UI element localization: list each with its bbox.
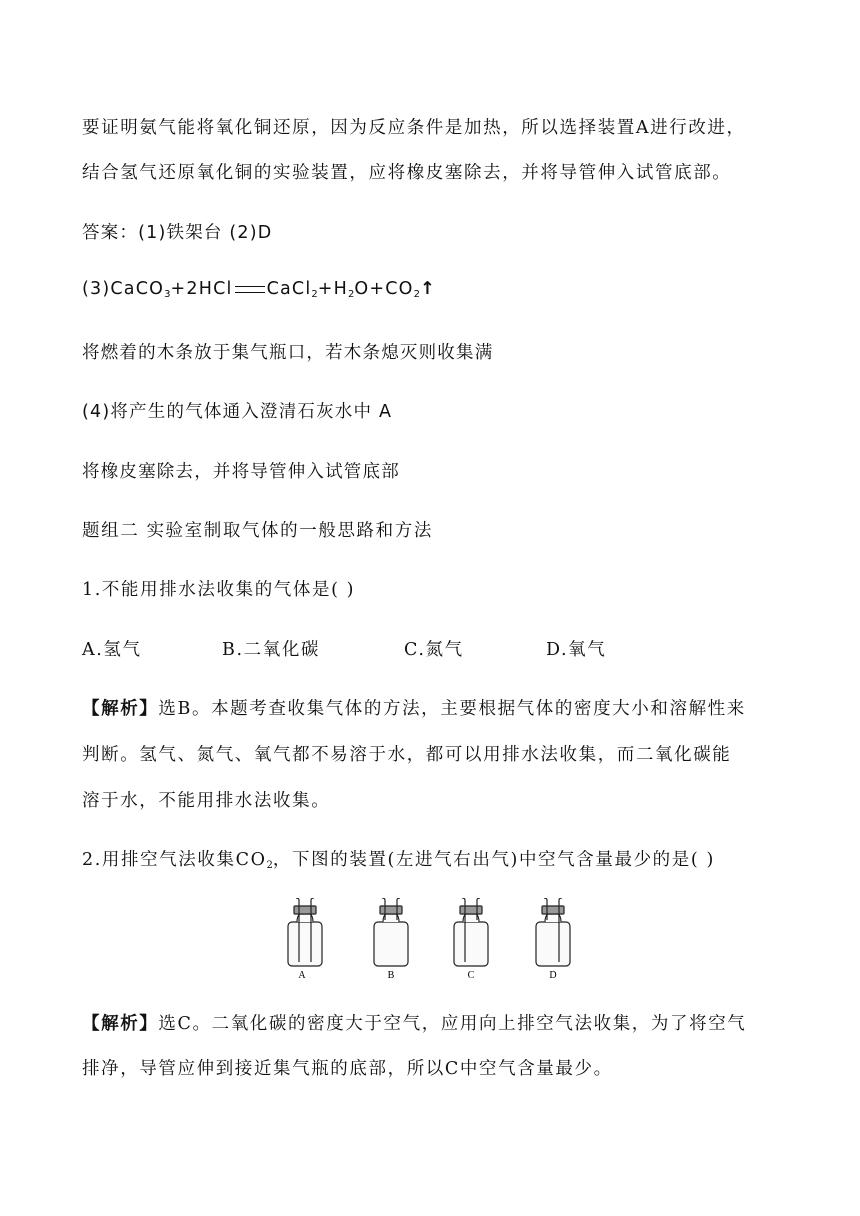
bottle-a-icon bbox=[288, 898, 322, 966]
bottle-b-icon bbox=[374, 898, 408, 966]
bottle-c-icon bbox=[454, 898, 488, 966]
eq-product: CaCl bbox=[266, 279, 312, 299]
chemical-equation bbox=[82, 279, 436, 300]
group-title: 题组二 实验室制取气体的一般思路和方法 bbox=[82, 521, 433, 541]
eq-product: +H bbox=[317, 279, 348, 299]
q2-stem-text: 2.用排空气法收集CO bbox=[82, 850, 267, 870]
figure-label-a: A bbox=[298, 970, 306, 980]
q1-option-d: D.氧气 bbox=[546, 640, 607, 660]
eq-reactant: +2HCl bbox=[170, 279, 233, 299]
q1-option-c: C.氮气 bbox=[404, 640, 464, 660]
answer-line-3: 将燃着的木条放于集气瓶口，若木条熄灭则收集满 bbox=[82, 343, 494, 363]
bottle-d-icon bbox=[536, 898, 570, 966]
figure-label-b: B bbox=[387, 970, 395, 980]
analysis-text: 选B。本题考查收集气体的方法，主要根据气体的密度大小和溶解性来 bbox=[158, 699, 746, 719]
answer-line-1: 答案：(1)铁架台 (2)D bbox=[82, 223, 273, 243]
figure-label-d: D bbox=[549, 970, 557, 980]
q2-analysis-line-1 bbox=[82, 1010, 746, 1035]
intro-line-2: 结合氢气还原氧化铜的实验装置，应将橡皮塞除去，并将导管伸入试管底部。 bbox=[82, 163, 732, 183]
equals-sign bbox=[235, 286, 265, 293]
eq-sub: 2 bbox=[348, 289, 355, 300]
q2-stem bbox=[82, 846, 715, 871]
q2-analysis-line-2: 排净，导管应伸到接近集气瓶的底部，所以C中空气含量最少。 bbox=[82, 1059, 613, 1079]
gas-arrow-icon: ↑ bbox=[419, 279, 436, 299]
q1-option-b: B.二氧化碳 bbox=[222, 640, 321, 660]
analysis-text: 选C。二氧化碳的密度大于空气，应用向上排空气法收集，为了将空气 bbox=[158, 1014, 747, 1034]
eq-sub: 2 bbox=[311, 289, 318, 300]
q1-options bbox=[82, 636, 782, 660]
q2-stem-sub: 2 bbox=[266, 860, 273, 871]
eq-prefix: (3)CaCO bbox=[82, 279, 165, 299]
q2-stem-text: ，下图的装置(左进气右出气)中空气含量最少的是( ) bbox=[272, 850, 715, 870]
answer-line-4: (4)将产生的气体通入澄清石灰水中 A bbox=[82, 402, 393, 422]
intro-line-1: 要证明氨气能将氧化铜还原，因为反应条件是加热，所以选择装置A进行改进， bbox=[82, 118, 746, 138]
analysis-label: 【解析】 bbox=[82, 1014, 159, 1034]
q1-option-a: A.氢气 bbox=[82, 640, 142, 660]
q1-analysis-line-2: 判断。氢气、氮气、氧气都不易溶于水，都可以用排水法收集，而二氧化碳能 bbox=[82, 745, 732, 765]
figure-label-c: C bbox=[467, 970, 475, 980]
q1-analysis-line-3: 溶于水，不能用排水法收集。 bbox=[82, 791, 331, 811]
q1-analysis-line-1 bbox=[82, 695, 746, 720]
gas-bottles-figure bbox=[282, 898, 582, 980]
q1-stem: 1.不能用排水法收集的气体是( ) bbox=[82, 580, 356, 600]
answer-line-5: 将橡皮塞除去，并将导管伸入试管底部 bbox=[82, 462, 400, 482]
eq-sub: 2 bbox=[413, 289, 420, 300]
analysis-label: 【解析】 bbox=[82, 699, 159, 719]
eq-sub: 3 bbox=[164, 289, 171, 300]
eq-product: O+CO bbox=[354, 279, 414, 299]
